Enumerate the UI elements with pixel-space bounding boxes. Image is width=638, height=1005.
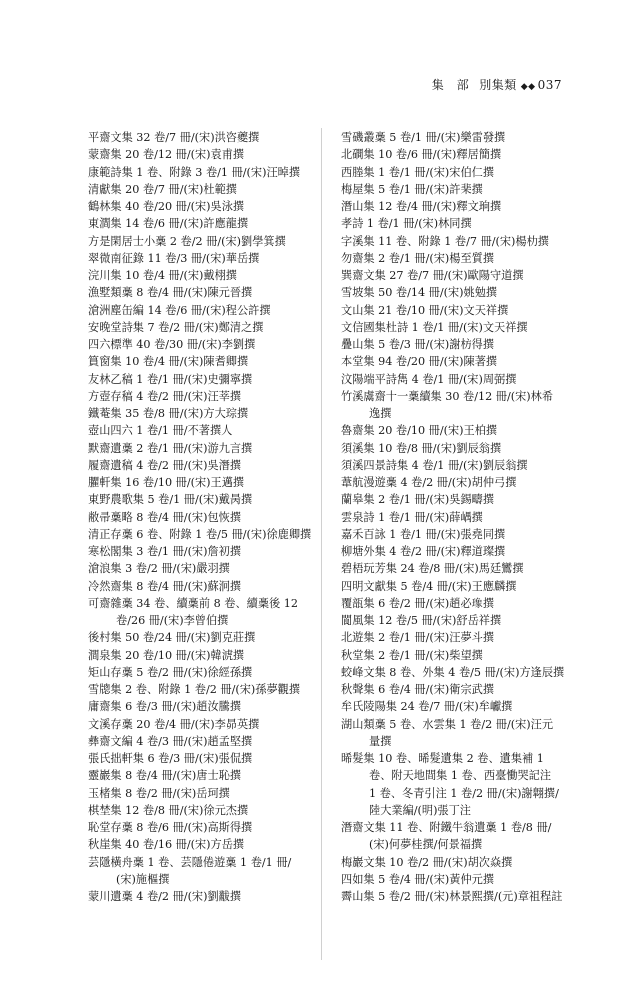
entry-text: 秋堂集 2 卷/1 冊/(宋)柴望撰 <box>341 648 483 662</box>
catalog-entry <box>88 474 336 491</box>
catalog-entry <box>88 802 336 819</box>
catalog-entry <box>341 440 589 457</box>
entry-text: 須溪集 10 卷/8 冊/(宋)劉辰翁撰 <box>341 441 502 455</box>
catalog-entry <box>88 836 336 853</box>
entry-text: 潛齋文集 11 卷、附鐵牛翁遺稾 1 卷/8 冊/ <box>341 821 552 834</box>
entry-text: 翠微南征錄 11 卷/3 冊/(宋)華岳撰 <box>88 251 260 265</box>
entry-text: 鐵菴集 35 卷/8 冊/(宋)方大琮撰 <box>88 407 249 420</box>
entry-text: 梅巖文集 10 卷/2 冊/(宋)胡次焱撰 <box>341 855 513 869</box>
entry-text: 碧梧玩芳集 24 卷/8 冊/(宋)馬廷鸞撰 <box>341 562 524 576</box>
entry-text: 西塍集 1 卷/1 冊/(宋)宋伯仁撰 <box>341 165 495 179</box>
catalog-entry <box>341 198 589 215</box>
entry-text: 可齋雜稾 34 卷、續稾前 8 卷、續稾後 12 <box>88 596 298 610</box>
entry-text: 雪磯叢稾 5 卷/1 冊/(宋)樂雷發撰 <box>341 131 506 144</box>
catalog-entry <box>341 854 589 871</box>
entry-text: 方壺存稿 4 卷/2 冊/(宋)汪莘撰 <box>88 389 242 403</box>
catalog-entry <box>341 164 589 181</box>
entry-text: 棋埜集 12 卷/8 冊/(宋)徐元杰撰 <box>88 803 249 817</box>
entry-text: 北遊集 2 卷/1 冊/(宋)汪夢斗撰 <box>341 631 495 645</box>
entry-text: 湖山類稾 5 卷、水雲集 1 卷/2 冊/(宋)汪元 <box>341 717 554 731</box>
catalog-entry <box>88 854 336 889</box>
entry-text: 文溪存稾 20 卷/4 冊/(宋)李昴英撰 <box>88 717 260 731</box>
catalog-entry <box>88 440 336 457</box>
catalog-entry <box>341 302 589 319</box>
entry-text: 平齋文集 32 卷/7 冊/(宋)洪咨夔撰 <box>88 131 260 144</box>
catalog-entry <box>88 681 336 698</box>
catalog-entry <box>341 888 589 905</box>
entry-text: 默齋遺稾 2 卷/1 冊/(宋)游九言撰 <box>88 441 253 455</box>
catalog-entry <box>88 164 336 181</box>
entry-text: 東野農歌集 5 卷/1 冊/(宋)戴昺撰 <box>88 493 253 507</box>
entry-continuation: 1 卷、冬青引注 1 卷/2 冊/(宋)謝翺撰/ <box>369 786 559 800</box>
right-column <box>341 129 589 905</box>
entry-text: 文信國集杜詩 1 卷/1 冊/(宋)文天祥撰 <box>341 320 528 334</box>
catalog-entry <box>341 491 589 508</box>
entry-text: 清正存稾 6 卷、附錄 1 卷/5 冊/(宋)徐鹿卿撰 <box>88 527 312 541</box>
entry-continuation: 逸撰 <box>369 407 392 420</box>
entry-text: 壺山四六 1 卷/1 冊/不著撰人 <box>88 424 233 438</box>
catalog-entry <box>88 284 336 301</box>
catalog-entry <box>341 647 589 664</box>
entry-text: 玉楮集 8 卷/2 冊/(宋)岳珂撰 <box>88 786 230 800</box>
catalog-entry <box>88 767 336 784</box>
catalog-entry <box>341 560 589 577</box>
entry-text: 嘉禾百詠 1 卷/1 冊/(宋)張堯同撰 <box>341 527 506 541</box>
catalog-entry <box>341 681 589 698</box>
catalog-entry <box>88 302 336 319</box>
entry-text: 冷然齋集 8 卷/4 冊/(宋)蘇泂撰 <box>88 579 242 593</box>
entry-text: 寒松閣集 3 卷/1 冊/(宋)詹初撰 <box>88 545 242 558</box>
catalog-entry <box>88 733 336 750</box>
entry-text: 蒙川遺稾 4 卷/2 冊/(宋)劉黻撰 <box>88 890 242 903</box>
entry-text: 字溪集 11 卷、附錄 1 卷/7 冊/(宋)楊朸撰 <box>341 234 549 248</box>
entry-continuation: 卷、附天地間集 1 卷、西臺慟哭記注 <box>369 769 552 783</box>
entry-text: 方是閑居士小稾 2 卷/2 冊/(宋)劉學箕撰 <box>88 234 286 248</box>
entry-text: 巽齋文集 27 卷/7 冊/(宋)歐陽守道撰 <box>341 269 524 282</box>
catalog-entry <box>88 457 336 474</box>
entry-text: 靈巖集 8 卷/4 冊/(宋)唐士恥撰 <box>88 769 242 783</box>
entry-text: 安晚堂詩集 7 卷/2 冊/(宋)鄭清之撰 <box>88 320 264 334</box>
catalog-entry <box>341 578 589 595</box>
entry-text: 清獻集 20 卷/7 冊/(宋)杜範撰 <box>88 182 237 196</box>
catalog-entry <box>88 215 336 232</box>
left-column <box>88 129 336 905</box>
header-section: 集 部 <box>431 78 470 92</box>
catalog-entry <box>88 353 336 370</box>
entry-text: 四六標準 40 卷/30 冊/(宋)李劉撰 <box>88 338 256 351</box>
catalog-entry <box>88 888 336 905</box>
catalog-entry <box>341 698 589 715</box>
catalog-entry <box>88 750 336 767</box>
catalog-entry <box>341 267 589 284</box>
catalog-entry <box>88 526 336 543</box>
catalog-entry <box>88 560 336 577</box>
catalog-entry <box>88 250 336 267</box>
catalog-entry <box>341 181 589 198</box>
entry-text: 四明文獻集 5 卷/4 冊/(宋)王應麟撰 <box>341 579 517 593</box>
catalog-entry <box>341 129 589 146</box>
entry-text: 滄洲塵缶編 14 卷/6 冊/(宋)程公許撰 <box>88 303 271 317</box>
catalog-entry <box>88 129 336 146</box>
entry-text: 蛟峰文集 8 卷、外集 4 卷/5 冊/(宋)方逢辰撰 <box>341 665 565 679</box>
catalog-entry <box>88 664 336 681</box>
entry-text: 疊山集 5 卷/3 冊/(宋)謝枋得撰 <box>341 338 495 351</box>
entry-continuation: 量撰 <box>369 734 392 748</box>
catalog-entry <box>88 388 336 405</box>
entry-text: 友林乙稿 1 卷/1 冊/(宋)史彌寧撰 <box>88 372 253 386</box>
catalog-entry <box>341 457 589 474</box>
entry-text: 覆瓿集 6 卷/2 冊/(宋)趙必𤩪撰 <box>341 596 495 610</box>
catalog-entry <box>88 578 336 595</box>
catalog-entry <box>88 543 336 560</box>
entry-continuation: 陸大業編/(明)張丁注 <box>369 803 471 817</box>
entry-text: 鶴林集 40 卷/20 冊/(宋)吳泳撰 <box>88 200 245 213</box>
entry-text: 晞髮集 10 卷、晞髮遺集 2 卷、遺集補 1 <box>341 752 544 765</box>
running-header <box>432 76 562 93</box>
catalog-entry <box>88 491 336 508</box>
catalog-entry <box>341 233 589 250</box>
catalog-entry <box>88 422 336 439</box>
entry-text: 汶陽端平詩雋 4 卷/1 冊/(宋)周弼撰 <box>341 372 517 386</box>
catalog-entry <box>341 716 589 751</box>
entry-text: 恥堂存稾 8 卷/6 冊/(宋)高斯得撰 <box>88 821 253 834</box>
entry-text: 雪牕集 2 卷、附錄 1 卷/2 冊/(宋)孫夢觀撰 <box>88 683 301 696</box>
entry-text: 庸齋集 6 卷/3 冊/(宋)趙汝騰撰 <box>88 700 242 714</box>
catalog-entry <box>88 319 336 336</box>
catalog-entry <box>341 146 589 163</box>
entry-text: 本堂集 94 卷/20 冊/(宋)陳著撰 <box>341 355 498 369</box>
entry-text: 雪坡集 50 卷/14 冊/(宋)姚勉撰 <box>341 286 498 300</box>
column-divider <box>321 128 322 960</box>
entry-text: 澗泉集 20 卷/10 冊/(宋)韓淲撰 <box>88 648 245 662</box>
entry-text: 文山集 21 卷/10 冊/(宋)文天祥撰 <box>341 303 509 317</box>
catalog-entry <box>88 371 336 388</box>
entry-text: 滄浪集 3 卷/2 冊/(宋)嚴羽撰 <box>88 562 230 576</box>
entry-text: 閬風集 12 卷/5 冊/(宋)舒岳祥撰 <box>341 614 502 627</box>
entry-continuation: (宋)施樞撰 <box>116 872 170 886</box>
catalog-entry <box>341 526 589 543</box>
header-separator: ◆◆ <box>520 82 536 92</box>
entry-text: 後村集 50 卷/24 冊/(宋)劉克莊撰 <box>88 631 256 645</box>
catalog-entry <box>88 819 336 836</box>
entry-text: 東澗集 14 卷/6 冊/(宋)許應龍撰 <box>88 217 249 231</box>
entry-text: 梅屋集 5 卷/1 冊/(宋)許棐撰 <box>341 182 483 196</box>
entry-text: 康範詩集 1 卷、附錄 3 卷/1 冊/(宋)汪晫撰 <box>88 165 301 179</box>
entry-text: 漁墅類稾 8 卷/4 冊/(宋)陳元晉撰 <box>88 286 253 300</box>
entry-continuation: 卷/26 冊/(宋)李曾伯撰 <box>116 614 229 627</box>
entry-text: 孝詩 1 卷/1 冊/(宋)林同撰 <box>341 217 472 231</box>
catalog-entry <box>88 336 336 353</box>
entry-text: 芸隱橫舟稾 1 卷、芸隱倦遊稾 1 卷/1 冊/ <box>88 855 292 869</box>
entry-text: 魯齋集 20 卷/10 冊/(宋)王柏撰 <box>341 424 498 438</box>
entry-text: 臞軒集 16 卷/10 冊/(宋)王邁撰 <box>88 476 245 489</box>
catalog-entry <box>88 629 336 646</box>
entry-text: 葦航漫遊稾 4 卷/2 冊/(宋)胡仲弓撰 <box>341 476 517 489</box>
entry-text: 竹溪鬳齋十一稾續集 30 卷/12 冊/(宋)林希 <box>341 389 554 403</box>
entry-text: 張氏拙軒集 6 卷/3 冊/(宋)張侃撰 <box>88 752 253 765</box>
entry-text: 柳塘外集 4 卷/2 冊/(宋)釋道璨撰 <box>341 545 506 558</box>
entry-text: 秋崖集 40 卷/16 冊/(宋)方岳撰 <box>88 838 245 852</box>
catalog-entry <box>341 871 589 888</box>
catalog-entry <box>341 353 589 370</box>
entry-text: 四如集 5 卷/4 冊/(宋)黃仲元撰 <box>341 872 495 886</box>
catalog-entry <box>341 612 589 629</box>
catalog-entry <box>88 181 336 198</box>
entry-text: 篔窗集 10 卷/4 冊/(宋)陳耆卿撰 <box>88 355 249 369</box>
catalog-entry <box>341 629 589 646</box>
catalog-entry <box>88 716 336 733</box>
catalog-entry <box>88 146 336 163</box>
catalog-entry <box>88 267 336 284</box>
entry-text: 勿齋集 2 卷/1 冊/(宋)楊至質撰 <box>341 251 495 265</box>
entry-text: 敝帚稾略 8 卷/4 冊/(宋)包恢撰 <box>88 510 242 524</box>
entry-text: 秋聲集 6 卷/4 冊/(宋)衛宗武撰 <box>341 683 495 696</box>
entry-text: 蒙齋集 20 卷/12 冊/(宋)袁甫撰 <box>88 148 245 162</box>
catalog-entry <box>341 319 589 336</box>
catalog-entry <box>341 388 589 423</box>
catalog-entry <box>341 543 589 560</box>
entry-text: 蘭皋集 2 卷/1 冊/(宋)吳錫疇撰 <box>341 493 495 507</box>
catalog-entry <box>88 785 336 802</box>
entry-text: 牟氏陵陽集 24 卷/7 冊/(宋)牟巘撰 <box>341 700 513 714</box>
entry-text: 雲泉詩 1 卷/1 冊/(宋)薛嵎撰 <box>341 510 483 524</box>
header-subsection: 別集類 <box>479 78 517 92</box>
entry-text: 須溪四景詩集 4 卷/1 冊/(宋)劉辰翁撰 <box>341 458 528 472</box>
catalog-entry <box>88 233 336 250</box>
catalog-entry <box>341 371 589 388</box>
catalog-entry <box>341 336 589 353</box>
entry-text: 履齋遺稿 4 卷/2 冊/(宋)吳潛撰 <box>88 458 242 472</box>
catalog-entry <box>88 595 336 630</box>
catalog-entry <box>88 509 336 526</box>
entry-continuation: (宋)何夢桂撰/何景福撰 <box>369 838 483 852</box>
catalog-entry <box>88 698 336 715</box>
catalog-entry <box>341 819 589 854</box>
catalog-entry <box>341 284 589 301</box>
catalog-entry <box>88 405 336 422</box>
catalog-entry <box>341 664 589 681</box>
entry-text: 潛山集 12 卷/4 冊/(宋)釋文珦撰 <box>341 200 502 213</box>
entry-text: 北磵集 10 卷/6 冊/(宋)釋居簡撰 <box>341 148 502 162</box>
catalog-entry <box>341 750 589 819</box>
catalog-entry <box>88 647 336 664</box>
catalog-entry <box>341 595 589 612</box>
entry-text: 霽山集 5 卷/2 冊/(宋)林景熙撰/(元)章祖程註 <box>341 890 563 903</box>
catalog-entry <box>88 198 336 215</box>
entry-text: 彝齋文編 4 卷/3 冊/(宋)趙孟堅撰 <box>88 734 253 748</box>
catalog-entry <box>341 509 589 526</box>
catalog-entry <box>341 422 589 439</box>
entry-text: 浣川集 10 卷/4 冊/(宋)戴栩撰 <box>88 269 237 282</box>
entry-text: 矩山存稾 5 卷/2 冊/(宋)徐經孫撰 <box>88 665 253 679</box>
catalog-entry <box>341 250 589 267</box>
page-number: 037 <box>537 78 562 92</box>
catalog-entry <box>341 215 589 232</box>
catalog-entry <box>341 474 589 491</box>
